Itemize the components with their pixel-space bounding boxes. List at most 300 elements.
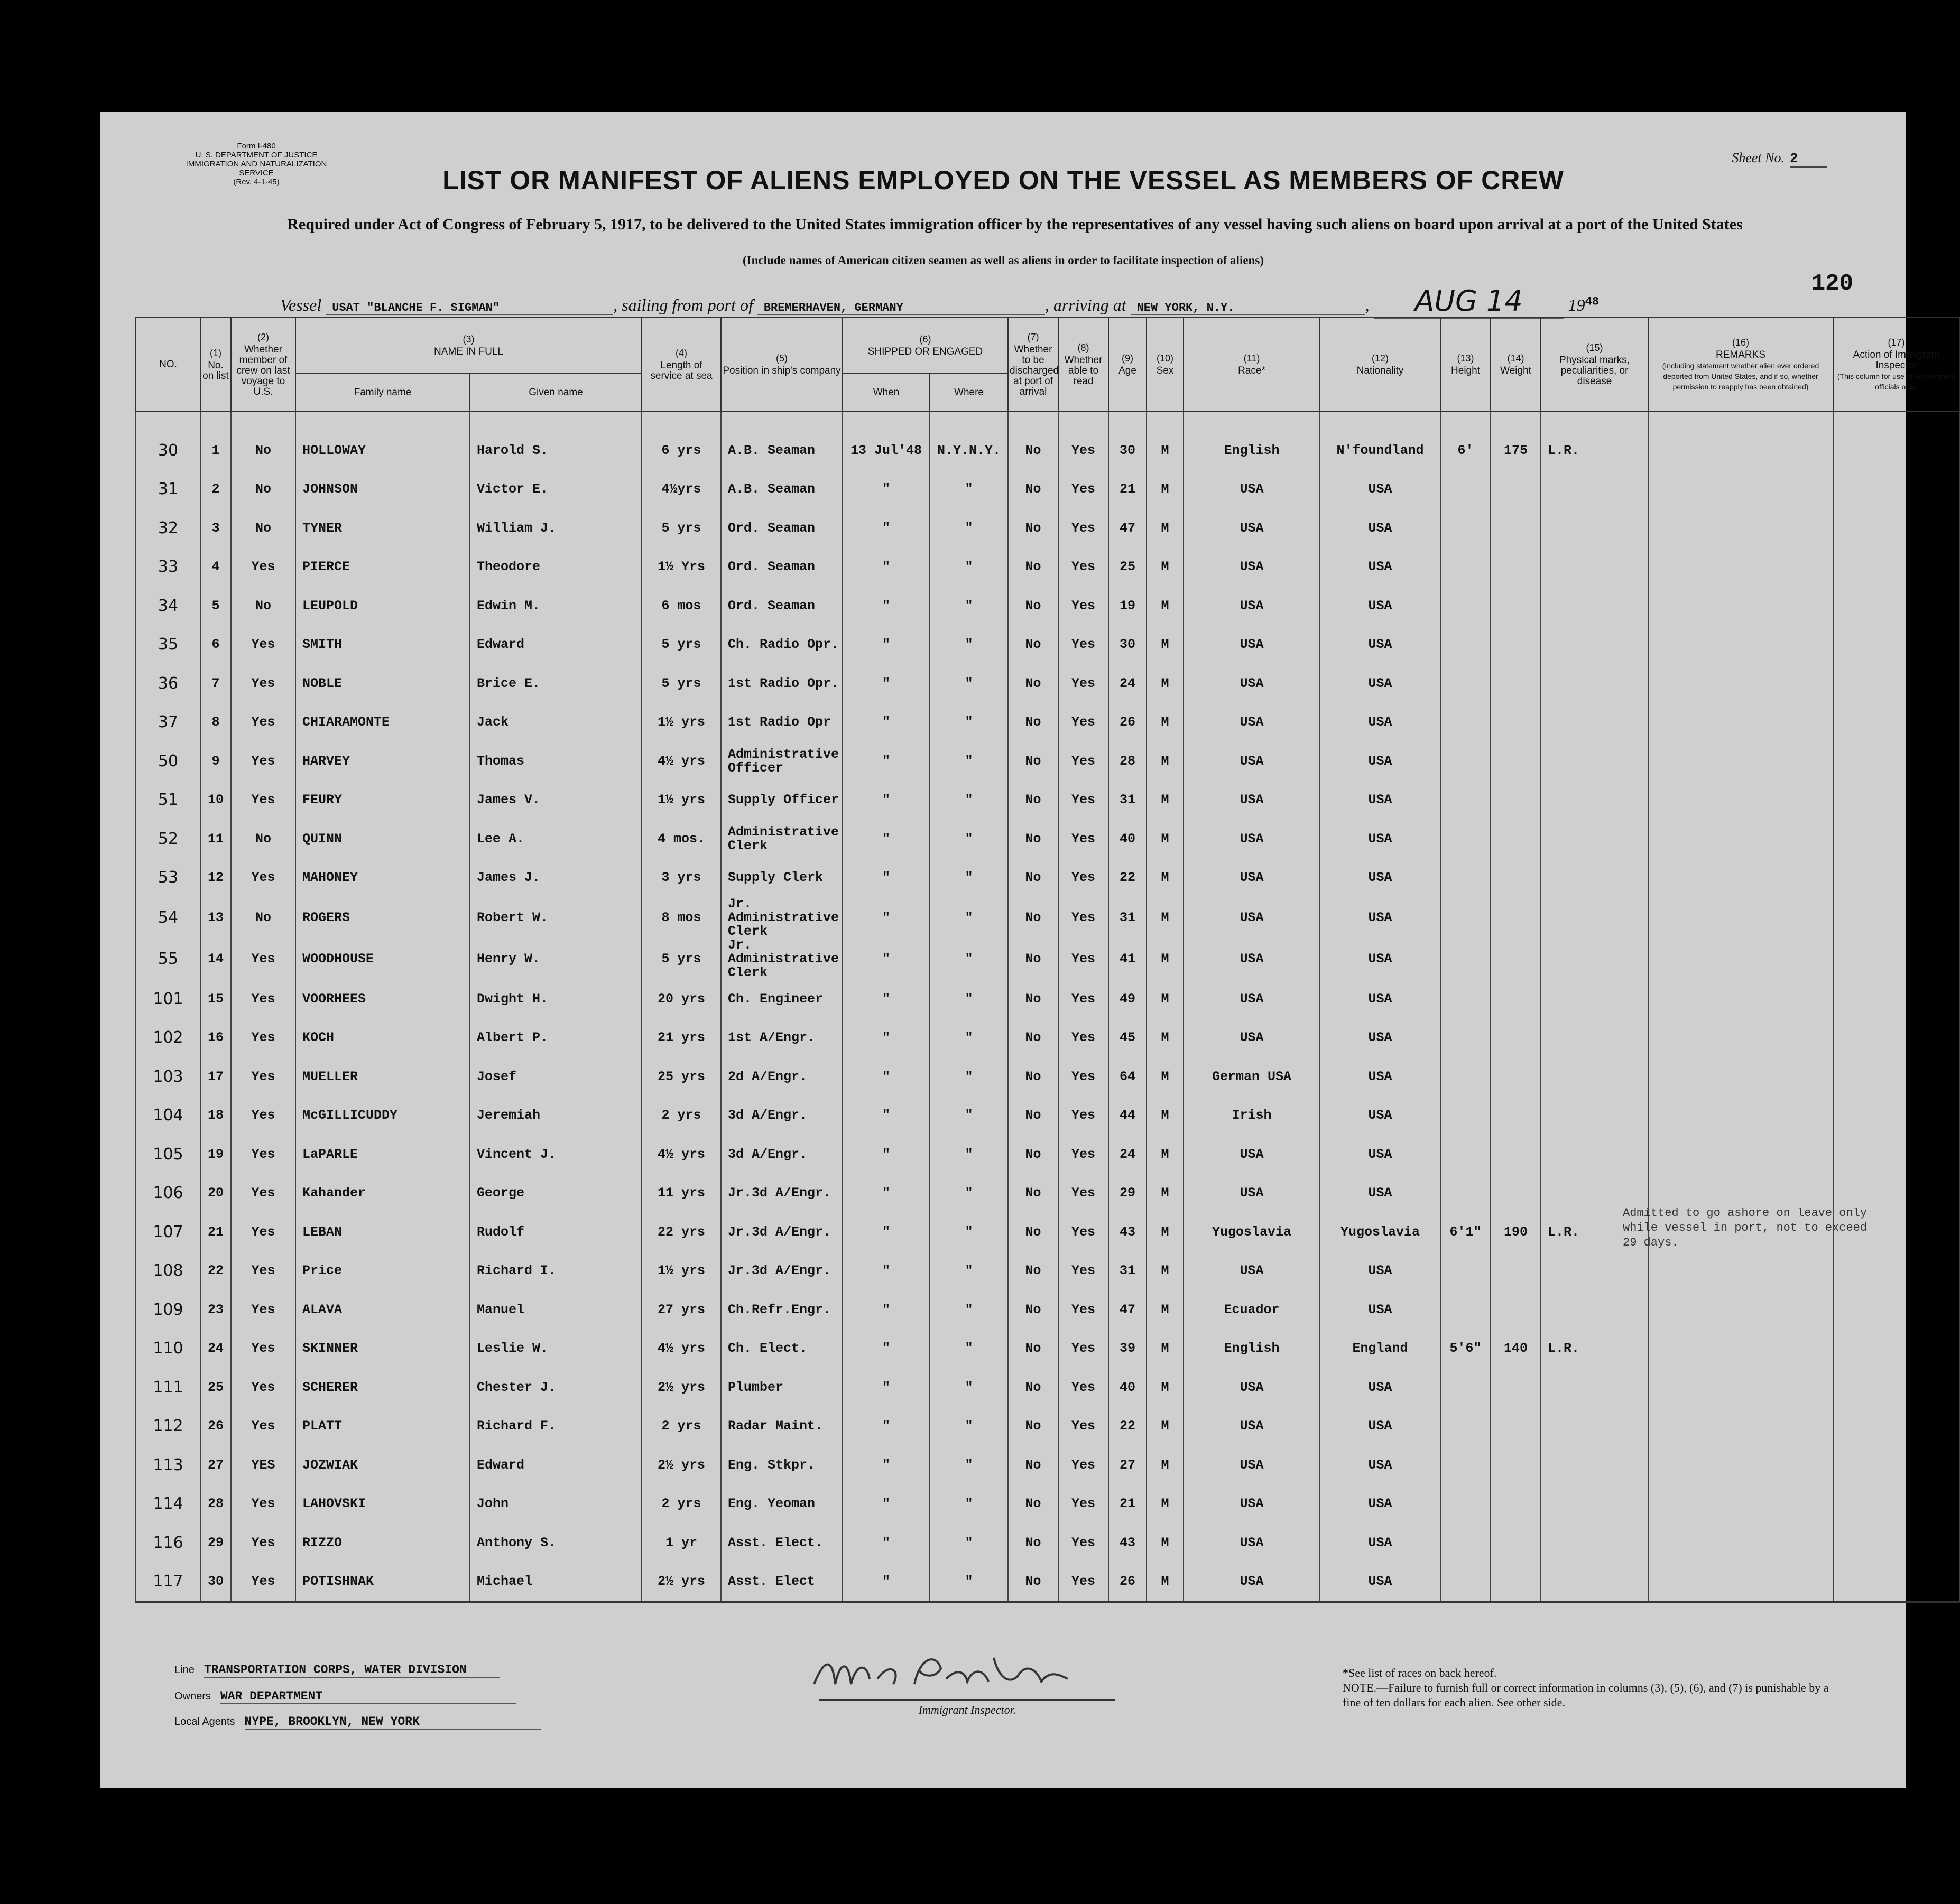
- cell-list-number: 12: [200, 859, 231, 898]
- cell-weight: [1491, 1407, 1541, 1446]
- cell-remarks: [1648, 509, 1833, 548]
- cell-inspector-action: [1833, 781, 1959, 820]
- cell-inspector-action: [1833, 1057, 1959, 1097]
- cell-remarks: [1648, 1446, 1833, 1485]
- cell-height: [1440, 470, 1491, 509]
- cell-sex: M: [1147, 664, 1184, 703]
- cell-nationality: USA: [1320, 1252, 1440, 1291]
- col-8-header: [1058, 318, 1108, 412]
- cell-inspector-action: [1833, 703, 1959, 742]
- col-13-header: [1440, 318, 1491, 412]
- cell-sex: M: [1147, 1563, 1184, 1602]
- cell-given-name: Leslie W.: [470, 1330, 642, 1369]
- cell-shipped-where: N.Y.N.Y.: [930, 431, 1008, 470]
- cell-physical-marks: [1541, 1290, 1648, 1330]
- form-number: Form I-480: [237, 142, 276, 151]
- cell-height: [1440, 781, 1491, 820]
- cell-height: [1440, 1135, 1491, 1174]
- cell-weight: [1491, 1019, 1541, 1058]
- cell-weight: [1491, 548, 1541, 587]
- cell-sex: M: [1147, 980, 1184, 1019]
- table-row: [136, 742, 1959, 781]
- cell-position: A.B. Seaman: [721, 470, 843, 509]
- cell-prior-voyage: Yes: [231, 859, 295, 898]
- cell-given-name: Henry W.: [470, 939, 642, 980]
- cell-margin-number: 35: [136, 626, 200, 665]
- col-1-number: (1): [210, 348, 221, 358]
- cell-service-length: 27 yrs: [642, 1290, 721, 1330]
- cell-inspector-action: [1833, 1368, 1959, 1407]
- table-row: [136, 1446, 1959, 1485]
- given-name-label: Given name: [529, 387, 583, 398]
- cell-service-length: 8 mos: [642, 897, 721, 939]
- cell-physical-marks: [1541, 1446, 1648, 1485]
- cell-discharge: No: [1008, 1524, 1058, 1563]
- cell-height: [1440, 1097, 1491, 1136]
- cell-race: USA: [1184, 1135, 1320, 1174]
- cell-height: [1440, 626, 1491, 665]
- cell-shipped-when: ": [843, 1290, 930, 1330]
- table-row: [136, 1290, 1959, 1330]
- col-8-number: (8): [1077, 342, 1089, 353]
- cell-prior-voyage: Yes: [231, 1213, 295, 1252]
- cell-discharge: No: [1008, 626, 1058, 665]
- cell-weight: [1491, 859, 1541, 898]
- cell-height: [1440, 1485, 1491, 1524]
- cell-physical-marks: L.R.: [1541, 1213, 1648, 1252]
- cell-physical-marks: [1541, 781, 1648, 820]
- cell-shipped-when: ": [843, 509, 930, 548]
- cell-shipped-where: ": [930, 548, 1008, 587]
- cell-shipped-when: ": [843, 1407, 930, 1446]
- cell-margin-number: 102: [136, 1019, 200, 1058]
- cell-nationality: N'foundland: [1320, 431, 1440, 470]
- when-label: When: [873, 387, 900, 398]
- cell-prior-voyage: Yes: [231, 1290, 295, 1330]
- cell-able-to-read: Yes: [1058, 1174, 1108, 1213]
- cell-able-to-read: Yes: [1058, 1135, 1108, 1174]
- cell-able-to-read: Yes: [1058, 1213, 1108, 1252]
- table-row: [136, 820, 1959, 859]
- cell-position: Supply Clerk: [721, 859, 843, 898]
- cell-sex: M: [1147, 626, 1184, 665]
- cell-height: [1440, 1174, 1491, 1213]
- cell-prior-voyage: Yes: [231, 664, 295, 703]
- cell-race: USA: [1184, 1407, 1320, 1446]
- cell-inspector-action: [1833, 587, 1959, 626]
- cell-height: [1440, 548, 1491, 587]
- cell-physical-marks: [1541, 1252, 1648, 1291]
- cell-shipped-where: ": [930, 859, 1008, 898]
- cell-sex: M: [1147, 1407, 1184, 1446]
- cell-margin-number: 106: [136, 1174, 200, 1213]
- cell-weight: [1491, 1368, 1541, 1407]
- cell-nationality: USA: [1320, 781, 1440, 820]
- cell-prior-voyage: Yes: [231, 703, 295, 742]
- footer-owners: [174, 1689, 516, 1704]
- cell-given-name: Vincent J.: [470, 1135, 642, 1174]
- cell-sex: M: [1147, 1019, 1184, 1058]
- cell-able-to-read: Yes: [1058, 1407, 1108, 1446]
- cell-race: USA: [1184, 470, 1320, 509]
- cell-position: Jr.3d A/Engr.: [721, 1213, 843, 1252]
- cell-given-name: Victor E.: [470, 470, 642, 509]
- cell-height: [1440, 1057, 1491, 1097]
- cell-remarks: [1648, 703, 1833, 742]
- col-16-number: (16): [1732, 337, 1750, 348]
- cell-margin-number: 112: [136, 1407, 200, 1446]
- cell-inspector-action: [1833, 1290, 1959, 1330]
- cell-family-name: MAHONEY: [295, 859, 470, 898]
- cell-shipped-when: ": [843, 1524, 930, 1563]
- table-row: [136, 509, 1959, 548]
- cell-family-name: NOBLE: [295, 664, 470, 703]
- cell-prior-voyage: Yes: [231, 781, 295, 820]
- cell-nationality: USA: [1320, 1563, 1440, 1602]
- cell-shipped-where: ": [930, 1019, 1008, 1058]
- page-number: 120: [1811, 271, 1853, 297]
- cell-able-to-read: Yes: [1058, 781, 1108, 820]
- cell-margin-number: 30: [136, 431, 200, 470]
- cell-family-name: MUELLER: [295, 1057, 470, 1097]
- cell-height: [1440, 742, 1491, 781]
- cell-service-length: 1½ yrs: [642, 781, 721, 820]
- cell-race: USA: [1184, 1252, 1320, 1291]
- cell-position: A.B. Seaman: [721, 431, 843, 470]
- cell-discharge: No: [1008, 939, 1058, 980]
- cell-able-to-read: Yes: [1058, 1330, 1108, 1369]
- cell-discharge: No: [1008, 431, 1058, 470]
- cell-race: USA: [1184, 509, 1320, 548]
- cell-position: Administrative Clerk: [721, 820, 843, 859]
- cell-nationality: USA: [1320, 897, 1440, 939]
- cell-remarks: [1648, 431, 1833, 470]
- cell-shipped-when: 13 Jul'48: [843, 431, 930, 470]
- cell-prior-voyage: No: [231, 897, 295, 939]
- cell-age: 43: [1108, 1213, 1147, 1252]
- cell-shipped-when: ": [843, 664, 930, 703]
- page-subnote: (Include names of American citizen seamen as well as aliens in order to facilitate inspection of aliens): [743, 254, 1264, 267]
- cell-position: Ch. Elect.: [721, 1330, 843, 1369]
- cell-age: 64: [1108, 1057, 1147, 1097]
- cell-height: [1440, 1290, 1491, 1330]
- cell-margin-number: 104: [136, 1097, 200, 1136]
- col-10-header: [1147, 318, 1184, 412]
- cell-age: 25: [1108, 548, 1147, 587]
- cell-weight: [1491, 939, 1541, 980]
- cell-able-to-read: Yes: [1058, 1524, 1108, 1563]
- cell-family-name: JOHNSON: [295, 470, 470, 509]
- cell-age: 26: [1108, 1563, 1147, 1602]
- cell-discharge: No: [1008, 1057, 1058, 1097]
- agents-value: NYPE, BROOKLYN, NEW YORK: [245, 1715, 541, 1730]
- cell-inspector-action: [1833, 742, 1959, 781]
- cell-shipped-where: ": [930, 1174, 1008, 1213]
- cell-margin-number: 55: [136, 939, 200, 980]
- cell-remarks: [1648, 1135, 1833, 1174]
- arriving-label: , arriving at: [1044, 295, 1126, 314]
- cell-nationality: England: [1320, 1330, 1440, 1369]
- cell-prior-voyage: Yes: [231, 1019, 295, 1058]
- cell-family-name: SKINNER: [295, 1330, 470, 1369]
- cell-weight: [1491, 742, 1541, 781]
- cell-remarks: [1648, 1019, 1833, 1058]
- cell-age: 40: [1108, 1368, 1147, 1407]
- cell-age: 24: [1108, 664, 1147, 703]
- cell-nationality: USA: [1320, 939, 1440, 980]
- col-17-label: Action of Immigrant Inspector: [1853, 349, 1940, 371]
- cell-given-name: Robert W.: [470, 897, 642, 939]
- cell-age: 26: [1108, 703, 1147, 742]
- cell-nationality: USA: [1320, 820, 1440, 859]
- cell-shipped-when: ": [843, 587, 930, 626]
- cell-physical-marks: [1541, 1485, 1648, 1524]
- cell-discharge: No: [1008, 980, 1058, 1019]
- cell-margin-number: 107: [136, 1213, 200, 1252]
- cell-list-number: 21: [200, 1213, 231, 1252]
- table-row: [136, 431, 1959, 470]
- cell-service-length: 5 yrs: [642, 626, 721, 665]
- cell-shipped-when: ": [843, 1368, 930, 1407]
- cell-able-to-read: Yes: [1058, 1485, 1108, 1524]
- cell-height: 5'6": [1440, 1330, 1491, 1369]
- cell-weight: [1491, 1252, 1541, 1291]
- cell-able-to-read: Yes: [1058, 1057, 1108, 1097]
- sailing-label: , sailing from port of: [613, 295, 753, 314]
- cell-height: [1440, 509, 1491, 548]
- cell-margin-number: 34: [136, 587, 200, 626]
- cell-list-number: 9: [200, 742, 231, 781]
- cell-nationality: USA: [1320, 587, 1440, 626]
- cell-remarks: [1648, 781, 1833, 820]
- cell-able-to-read: Yes: [1058, 1019, 1108, 1058]
- cell-remarks: [1648, 820, 1833, 859]
- col-14-label: Weight: [1500, 365, 1531, 376]
- cell-position: 1st A/Engr.: [721, 1019, 843, 1058]
- cell-nationality: USA: [1320, 742, 1440, 781]
- arrival-port: NEW YORK, N.Y.: [1131, 301, 1365, 315]
- header-row: [136, 318, 1959, 374]
- cell-height: 6'1": [1440, 1213, 1491, 1252]
- cell-physical-marks: [1541, 548, 1648, 587]
- cell-shipped-where: ": [930, 1446, 1008, 1485]
- cell-nationality: USA: [1320, 1097, 1440, 1136]
- cell-shipped-when: ": [843, 742, 930, 781]
- cell-race: Irish: [1184, 1097, 1320, 1136]
- cell-margin-number: 54: [136, 897, 200, 939]
- cell-sex: M: [1147, 897, 1184, 939]
- cell-family-name: LAHOVSKI: [295, 1485, 470, 1524]
- cell-physical-marks: [1541, 1135, 1648, 1174]
- form-revision: (Rev. 4-1-45): [233, 178, 280, 187]
- cell-given-name: Harold S.: [470, 431, 642, 470]
- cell-inspector-action: [1833, 980, 1959, 1019]
- cell-sex: M: [1147, 1290, 1184, 1330]
- cell-nationality: USA: [1320, 470, 1440, 509]
- cell-height: [1440, 897, 1491, 939]
- cell-position: Administrative Officer: [721, 742, 843, 781]
- cell-race: USA: [1184, 781, 1320, 820]
- cell-margin-number: 111: [136, 1368, 200, 1407]
- table-row: [136, 1252, 1959, 1291]
- cell-shipped-when: ": [843, 781, 930, 820]
- col-7-header: [1008, 318, 1058, 412]
- cell-prior-voyage: Yes: [231, 1174, 295, 1213]
- cell-age: 41: [1108, 939, 1147, 980]
- cell-margin-number: 33: [136, 548, 200, 587]
- cell-age: 21: [1108, 470, 1147, 509]
- cell-age: 31: [1108, 781, 1147, 820]
- page-title: LIST OR MANIFEST OF ALIENS EMPLOYED ON THE VESSEL AS MEMBERS OF CREW: [442, 165, 1564, 195]
- cell-position: Jr.3d A/Engr.: [721, 1174, 843, 1213]
- cell-weight: [1491, 781, 1541, 820]
- cell-given-name: Thomas: [470, 742, 642, 781]
- cell-nationality: USA: [1320, 1057, 1440, 1097]
- cell-nationality: USA: [1320, 1485, 1440, 1524]
- cell-weight: [1491, 820, 1541, 859]
- cell-shipped-where: ": [930, 1407, 1008, 1446]
- spacer-row: [136, 412, 1959, 431]
- cell-remarks: [1648, 1485, 1833, 1524]
- cell-race: USA: [1184, 980, 1320, 1019]
- cell-prior-voyage: Yes: [231, 1524, 295, 1563]
- cell-shipped-where: ": [930, 820, 1008, 859]
- col-13-label: Height: [1451, 365, 1480, 376]
- cell-sex: M: [1147, 859, 1184, 898]
- cell-able-to-read: Yes: [1058, 1368, 1108, 1407]
- cell-weight: 140: [1491, 1330, 1541, 1369]
- cell-inspector-action: [1833, 470, 1959, 509]
- cell-shipped-when: ": [843, 1252, 930, 1291]
- table-row: [136, 781, 1959, 820]
- cell-remarks: [1648, 470, 1833, 509]
- cell-shipped-when: ": [843, 1097, 930, 1136]
- cell-remarks: [1648, 1330, 1833, 1369]
- cell-race: USA: [1184, 664, 1320, 703]
- cell-discharge: No: [1008, 548, 1058, 587]
- cell-shipped-where: ": [930, 1330, 1008, 1369]
- table-row: [136, 1524, 1959, 1563]
- cell-inspector-action: [1833, 939, 1959, 980]
- cell-inspector-action: [1833, 1524, 1959, 1563]
- cell-shipped-when: ": [843, 897, 930, 939]
- cell-remarks: [1648, 1524, 1833, 1563]
- footer-notes: [1343, 1666, 1839, 1710]
- cell-service-length: 5 yrs: [642, 509, 721, 548]
- cell-given-name: Manuel: [470, 1290, 642, 1330]
- cell-age: 47: [1108, 509, 1147, 548]
- cell-family-name: McGILLICUDDY: [295, 1097, 470, 1136]
- cell-list-number: 18: [200, 1097, 231, 1136]
- cell-nationality: USA: [1320, 703, 1440, 742]
- cell-family-name: LaPARLE: [295, 1135, 470, 1174]
- cell-margin-number: 37: [136, 703, 200, 742]
- cell-race: USA: [1184, 859, 1320, 898]
- cell-remarks: [1648, 548, 1833, 587]
- col-15-header: [1541, 318, 1648, 412]
- cell-service-length: 2½ yrs: [642, 1446, 721, 1485]
- sheet-number-label: Sheet No.: [1732, 150, 1785, 165]
- cell-discharge: No: [1008, 703, 1058, 742]
- footer-line: [174, 1663, 500, 1678]
- cell-nationality: USA: [1320, 1524, 1440, 1563]
- col-16-label: REMARKS: [1716, 349, 1765, 360]
- cell-family-name: HARVEY: [295, 742, 470, 781]
- cell-race: USA: [1184, 1368, 1320, 1407]
- cell-shipped-when: ": [843, 1019, 930, 1058]
- cell-shipped-when: ": [843, 859, 930, 898]
- cell-given-name: Edwin M.: [470, 587, 642, 626]
- cell-physical-marks: [1541, 1368, 1648, 1407]
- cell-shipped-when: ": [843, 939, 930, 980]
- col-6-header: [843, 318, 1008, 374]
- col-16-note: (Including statement whether alien ever ordered deported from United States, and if so, whether permission to reapply has been obtained): [1662, 361, 1819, 391]
- cell-margin-number: 53: [136, 859, 200, 898]
- cell-position: Ch. Engineer: [721, 980, 843, 1019]
- col-15-number: (15): [1586, 342, 1603, 353]
- table-row: [136, 939, 1959, 980]
- cell-position: Asst. Elect: [721, 1563, 843, 1602]
- department-name: U. S. DEPARTMENT OF JUSTICE: [195, 151, 318, 160]
- cell-prior-voyage: Yes: [231, 1563, 295, 1602]
- cell-list-number: 30: [200, 1563, 231, 1602]
- cell-list-number: 25: [200, 1368, 231, 1407]
- cell-inspector-action: [1833, 859, 1959, 898]
- cell-shipped-where: ": [930, 1097, 1008, 1136]
- cell-age: 19: [1108, 587, 1147, 626]
- cell-height: [1440, 703, 1491, 742]
- manifest-sheet: [100, 112, 1956, 1788]
- cell-able-to-read: Yes: [1058, 509, 1108, 548]
- cell-prior-voyage: Yes: [231, 1135, 295, 1174]
- cell-service-length: 2½ yrs: [642, 1563, 721, 1602]
- cell-prior-voyage: YES: [231, 1446, 295, 1485]
- cell-sex: M: [1147, 1097, 1184, 1136]
- table-row: [136, 1330, 1959, 1369]
- cell-given-name: Edward: [470, 1446, 642, 1485]
- cell-service-length: 21 yrs: [642, 1019, 721, 1058]
- cell-family-name: QUINN: [295, 820, 470, 859]
- cell-age: 49: [1108, 980, 1147, 1019]
- cell-sex: M: [1147, 431, 1184, 470]
- cell-weight: [1491, 1135, 1541, 1174]
- cell-family-name: VOORHEES: [295, 980, 470, 1019]
- cell-able-to-read: Yes: [1058, 742, 1108, 781]
- cell-physical-marks: [1541, 664, 1648, 703]
- cell-given-name: William J.: [470, 509, 642, 548]
- cell-discharge: No: [1008, 1485, 1058, 1524]
- cell-service-length: 1½ yrs: [642, 703, 721, 742]
- cell-service-length: 4 mos.: [642, 820, 721, 859]
- cell-family-name: KOCH: [295, 1019, 470, 1058]
- cell-prior-voyage: No: [231, 431, 295, 470]
- cell-weight: [1491, 509, 1541, 548]
- vessel-name: USAT "BLANCHE F. SIGMAN": [326, 301, 613, 315]
- cell-sex: M: [1147, 1330, 1184, 1369]
- cell-age: 30: [1108, 431, 1147, 470]
- cell-prior-voyage: No: [231, 470, 295, 509]
- col-1-header: [200, 318, 231, 412]
- cell-able-to-read: Yes: [1058, 587, 1108, 626]
- cell-height: 6': [1440, 431, 1491, 470]
- cell-shipped-where: ": [930, 1290, 1008, 1330]
- cell-service-length: 3 yrs: [642, 859, 721, 898]
- cell-sex: M: [1147, 1135, 1184, 1174]
- cell-service-length: 11 yrs: [642, 1174, 721, 1213]
- col-16-header: [1648, 318, 1833, 412]
- cell-service-length: 6 yrs: [642, 431, 721, 470]
- cell-given-name: Jeremiah: [470, 1097, 642, 1136]
